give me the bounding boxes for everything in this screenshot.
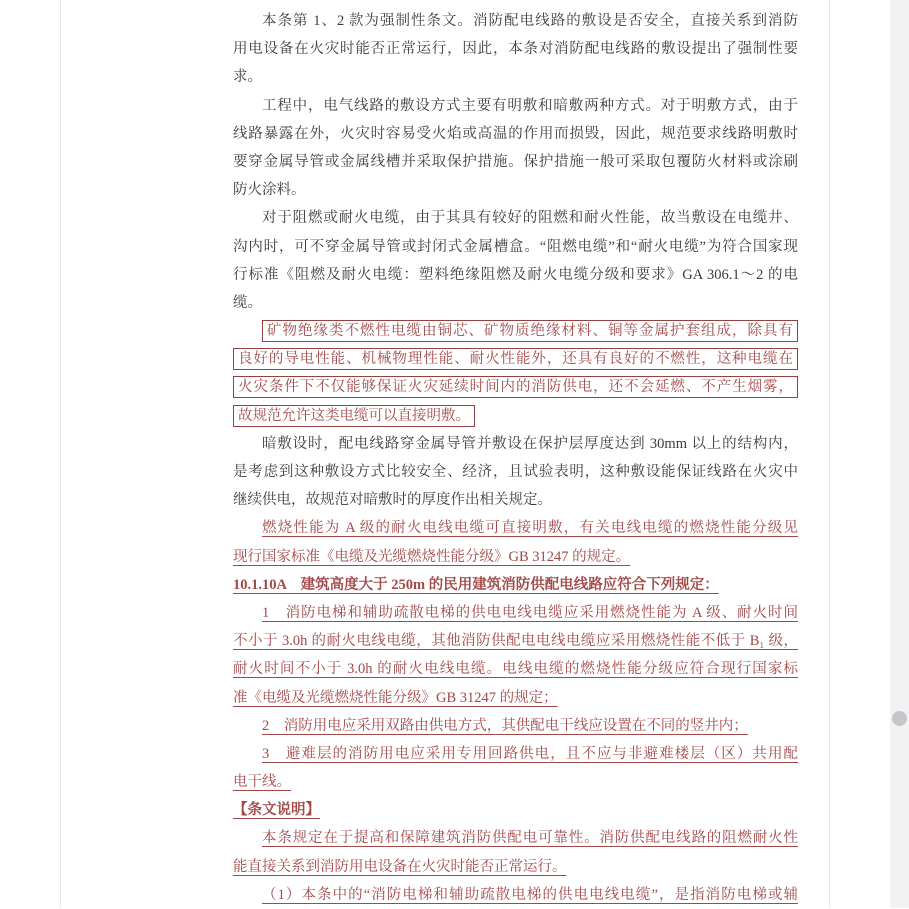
text-line-content: 要穿金属导管或金属线槽并采取保护措施。保护措施一般可采取包覆防火材料或涂刷	[233, 153, 798, 170]
text-line-content: 准《电缆及光缆燃烧性能分级》GB 31247 的规定；	[233, 689, 558, 706]
text-line	[233, 458, 798, 486]
text-line	[233, 599, 798, 627]
scrollbar-thumb[interactable]	[892, 711, 907, 726]
text-line	[233, 430, 798, 458]
document-text-block	[233, 7, 798, 909]
text-line-content: 求。	[233, 69, 262, 86]
text-line-content: 不小于 3.0h 的耐火电线电缆，其他消防供配电电线电缆应采用燃烧性能不低于 B₁ 级，	[233, 633, 798, 650]
text-line	[233, 853, 798, 881]
text-line	[233, 289, 798, 317]
text-line	[233, 768, 798, 796]
text-line	[233, 345, 798, 373]
text-line	[233, 148, 798, 176]
text-line-content: 防火涂料。	[233, 182, 306, 199]
text-line-content: 燃烧性能为 A 级的耐火电线电缆可直接明敷，有关电线电缆的燃烧性能分级见	[262, 520, 798, 537]
text-line	[233, 684, 798, 712]
text-line	[233, 7, 798, 35]
text-line	[233, 373, 798, 401]
text-line-content: 现行国家标准《电缆及光缆燃烧性能分级》GB 31247 的规定。	[233, 548, 631, 565]
text-line-content: 1 消防电梯和辅助疏散电梯的供电电线电缆应采用燃烧性能为 A 级、耐火时间	[262, 604, 798, 621]
text-line-content: 耐火时间不小于 3.0h 的耐火电线电缆。电线电缆的燃烧性能分级应符合现行国家标	[233, 661, 798, 678]
text-line-content: 良好的导电性能、机械物理性能、耐火性能外，还具有良好的不燃性，这种电缆在	[233, 348, 798, 370]
text-line-content: 【条文说明】	[233, 802, 320, 819]
text-line-content: 沟内时，可不穿金属导管或封闭式金属槽盒。“阻燃电缆”和“耐火电缆”为符合国家现	[233, 238, 798, 255]
text-line	[233, 514, 798, 542]
text-line	[233, 627, 798, 655]
text-line-content: 工程中，电气线路的敷设方式主要有明敷和暗敷两种方式。对于明敷方式，由于	[262, 97, 798, 114]
text-line-content: 能直接关系到消防用电设备在火灾时能否正常运行。	[233, 858, 567, 875]
text-line-content: 火灾条件下不仅能够保证火灾延续时间内的消防供电，还不会延燃、不产生烟雾，	[233, 376, 798, 398]
text-line	[233, 92, 798, 120]
text-line-content: 2 消防用电应采用双路由供电方式，其供配电干线应设置在不同的竖井内；	[262, 717, 748, 734]
text-line-content: 对于阻燃或耐火电缆，由于其具有较好的阻燃和耐火性能，故当敷设在电缆井、	[262, 210, 798, 227]
text-line-content: 10.1.10A 建筑高度大于 250m 的民用建筑消防供配电线路应符合下列规定：	[233, 576, 719, 593]
text-line-content: 用电设备在火灾时能否正常运行，因此，本条对消防配电线路的敷设提出了强制性要	[233, 41, 798, 58]
text-line	[233, 402, 798, 430]
text-line	[233, 824, 798, 852]
text-line-content: 3 避难层的消防用电应采用专用回路供电，且不应与非避难楼层（区）共用配	[262, 745, 798, 762]
text-line	[233, 261, 798, 289]
text-line-content: 是考虑到这种敷设方式比较安全、经济，且试验表明，这种敷设能保证线路在火灾中	[233, 464, 798, 480]
text-line	[233, 204, 798, 232]
text-line	[233, 796, 798, 824]
text-line-content: 本条规定在于提高和保障建筑消防供配电可靠性。消防供配电线路的阻燃耐火性	[262, 830, 798, 847]
text-line-content: 缆。	[233, 294, 262, 311]
text-line	[233, 655, 798, 683]
text-line-content: 线路暴露在外，火灾时容易受火焰或高温的作用而损毁，因此，规范要求线路明敷时	[233, 125, 798, 142]
text-line	[233, 543, 798, 571]
text-line	[233, 63, 798, 91]
text-line-content: 矿物绝缘类不燃性电缆由铜芯、矿物质绝缘材料、铜等金属护套组成，除具有	[262, 320, 798, 342]
text-line	[233, 120, 798, 148]
text-line	[233, 571, 798, 599]
text-line	[233, 881, 798, 909]
text-line-content: 本条第 1、2 款为强制性条文。消防配电线路的敷设是否安全，直接关系到消防	[262, 13, 798, 29]
text-line	[233, 233, 798, 261]
text-line	[233, 712, 798, 740]
text-line-content: 暗敷设时，配电线路穿金属导管并敷设在保护层厚度达到 30mm 以上的结构内，	[262, 435, 798, 452]
text-line	[233, 317, 798, 345]
text-line	[233, 486, 798, 514]
document-page	[60, 0, 830, 908]
text-line-content: 继续供电，故规范对暗敷时的厚度作出相关规定。	[233, 492, 552, 509]
text-line	[233, 35, 798, 63]
scrollbar-track[interactable]	[890, 0, 909, 908]
text-line-content: 电干线。	[233, 774, 291, 791]
text-line-content: （1）本条中的“消防电梯和辅助疏散电梯的供电电线电缆”，是指消防电梯或辅	[262, 886, 798, 903]
text-line-content: 故规范允许这类电缆可以直接明敷。	[233, 405, 475, 427]
text-line	[233, 740, 798, 768]
text-line-content: 行标准《阻燃及耐火电缆：塑料绝缘阻燃及耐火电缆分级和要求》GA 306.1～2 的电	[233, 266, 798, 283]
text-line	[233, 176, 798, 204]
